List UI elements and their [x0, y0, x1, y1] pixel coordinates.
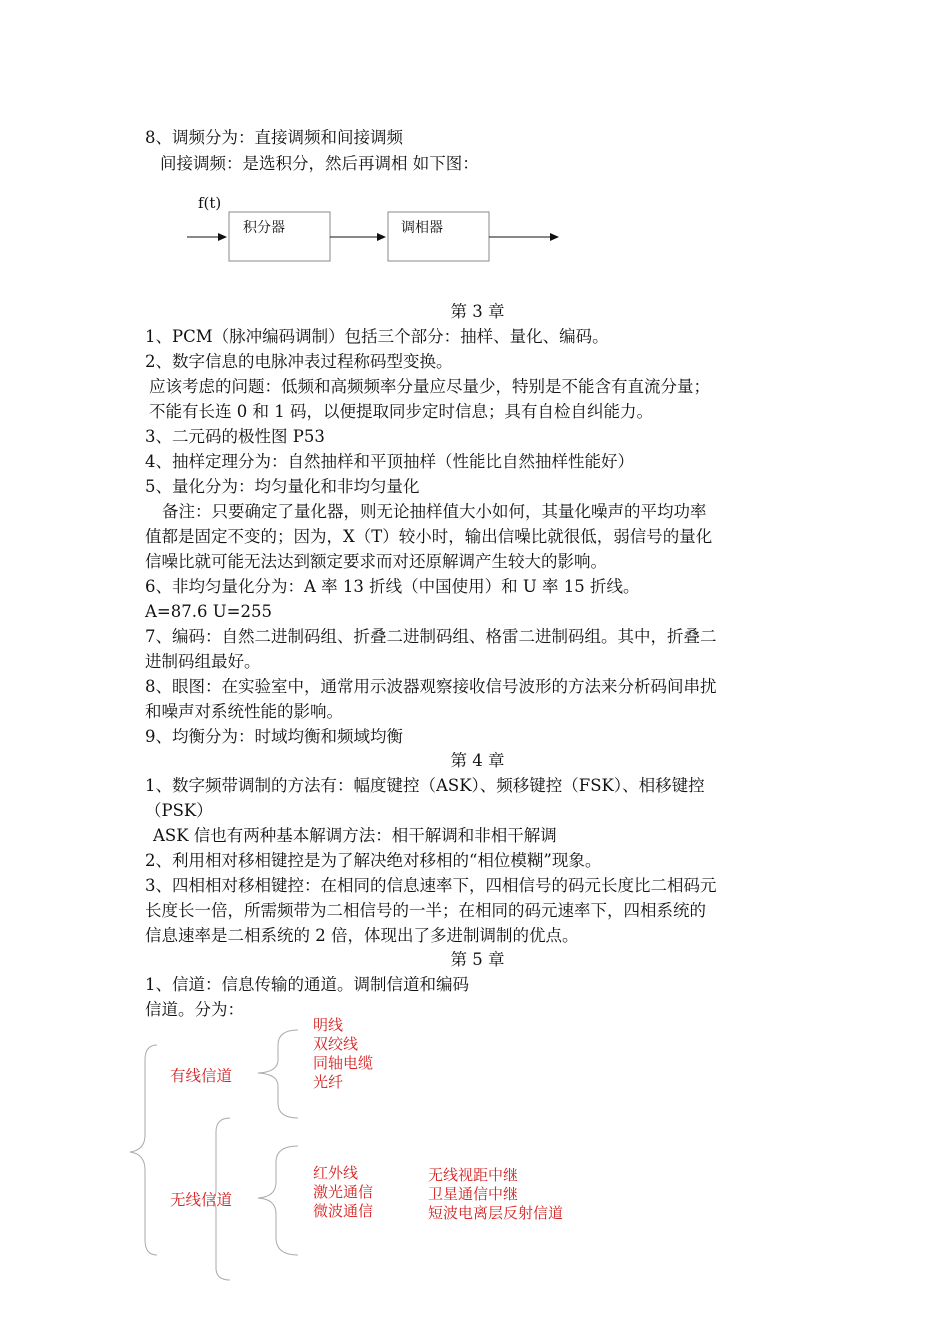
- wireless-item: 激光通信: [313, 1183, 374, 1201]
- ch3-line: A=87.6 U=255: [145, 602, 272, 621]
- ch5-line: 信道。分为：: [145, 1000, 244, 1019]
- ch3-line: 6、非均匀量化分为：A 率 13 折线（中国使用）和 U 率 15 折线。: [145, 577, 640, 596]
- wired-item: 光纤: [313, 1073, 344, 1091]
- ch3-line: 5、量化分为：均匀量化和非均匀量化: [145, 477, 420, 496]
- ch4-line: 信息速率是二相系统的 2 倍，体现出了多进制调制的优点。: [145, 926, 579, 945]
- ch3-line: 3、二元码的极性图 P53: [145, 427, 325, 446]
- wireless-outer-brace: [210, 1118, 230, 1280]
- ch4-line: 1、数字频带调制的方法有：幅度键控（ASK）、频移键控（FSK）、相移键控: [145, 776, 705, 795]
- wireless-channel-label: 无线信道: [170, 1191, 233, 1209]
- fm-indirect-text: 间接调频：是选积分，然后再调相 如下图：: [160, 154, 479, 173]
- ch3-line: 4、抽样定理分为：自然抽样和平顶抽样（性能比自然抽样性能好）: [145, 452, 634, 471]
- chapter4-title: 第 4 章: [450, 751, 505, 770]
- wireless-relay-item: 卫星通信中继: [428, 1185, 519, 1203]
- wired-item: 同轴电缆: [313, 1054, 374, 1072]
- ch3-line: 9、均衡分为：时域均衡和频域均衡: [145, 727, 403, 746]
- ch3-line: 和噪声对系统性能的影响。: [145, 702, 343, 721]
- wireless-relay-item: 短波电离层反射信道: [428, 1204, 564, 1222]
- ch4-line: （PSK）: [145, 801, 213, 820]
- wired-channel-label: 有线信道: [170, 1067, 233, 1085]
- ch3-line: 8、眼图：在实验室中，通常用示波器观察接收信号波形的方法来分析码间串扰: [145, 677, 717, 696]
- ch4-line: ASK 信也有两种基本解调方法：相干解调和非相干解调: [153, 826, 557, 845]
- ch3-line: 7、编码：自然二进制码组、折叠二进制码组、格雷二进制码组。其中，折叠二: [145, 627, 717, 646]
- diagram-input-label: f(t): [198, 194, 222, 212]
- outer-brace: [130, 1045, 157, 1255]
- wireless-item: 红外线: [313, 1164, 359, 1182]
- ch4-line: 3、四相相对移相键控：在相同的信息速率下，四相信号的码元长度比二相码元: [145, 876, 717, 895]
- phase-modulator-label: 调相器: [401, 220, 443, 236]
- ch3-line: 2、数字信息的电脉冲表过程称码型变换。: [145, 352, 453, 371]
- chapter5-title: 第 5 章: [450, 950, 505, 969]
- fm-heading: 8、调频分为：直接调频和间接调频: [145, 128, 403, 147]
- ch3-line: 进制码组最好。: [145, 652, 261, 671]
- ch5-line: 1、信道：信息传输的通道。调制信道和编码: [145, 975, 469, 994]
- wireless-relay-item: 无线视距中继: [428, 1166, 519, 1184]
- wired-item: 双绞线: [313, 1035, 359, 1053]
- ch3-line: 不能有长连 0 和 1 码，以便提取同步定时信息；具有自检自纠能力。: [149, 402, 653, 421]
- wired-item: 明线: [313, 1016, 344, 1034]
- ch4-line: 长度长一倍，所需频带为二相信号的一半；在相同的码元速率下，四相系统的: [145, 901, 706, 920]
- phase-modulator-box: [388, 212, 489, 261]
- ch3-note-line: 值都是固定不变的；因为，X（T）较小时，输出信噪比就很低，弱信号的量化: [145, 527, 713, 546]
- ch3-note-line: 备注：只要确定了量化器，则无论抽样值大小如何，其量化噪声的平均功率: [162, 502, 707, 521]
- integrator-label: 积分器: [243, 220, 285, 236]
- wireless-brace: [258, 1146, 298, 1255]
- ch3-line: 应该考虑的问题：低频和高频频率分量应尽量少，特别是不能含有直流分量；: [149, 377, 710, 396]
- ch3-line: 1、PCM（脉冲编码调制）包括三个部分：抽样、量化、编码。: [145, 327, 609, 346]
- chapter3-title: 第 3 章: [450, 302, 505, 321]
- ch4-line: 2、利用相对移相键控是为了解决绝对移相的“相位模糊”现象。: [145, 851, 602, 870]
- ch3-note-line: 信噪比就可能无法达到额定要求而对还原解调产生较大的影响。: [145, 552, 607, 571]
- integrator-box: [229, 212, 330, 261]
- wireless-item: 微波通信: [313, 1202, 374, 1220]
- wired-brace: [258, 1030, 298, 1118]
